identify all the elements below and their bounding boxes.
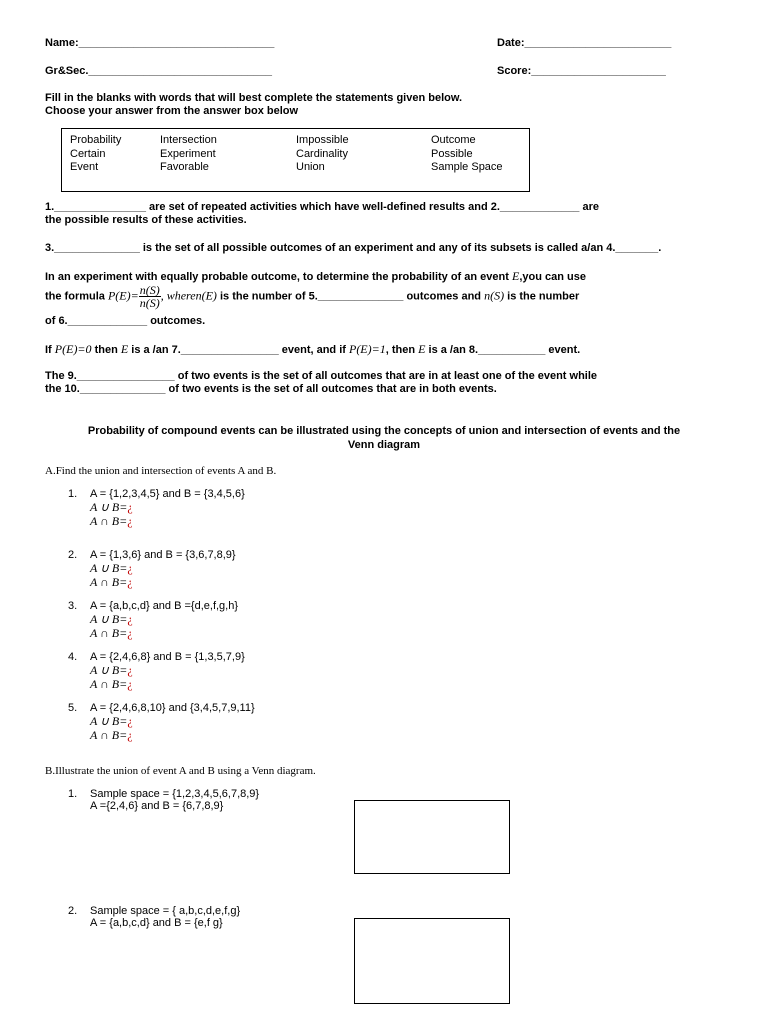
part-b-title: B.Illustrate the union of event A and B using a Venn diagram. xyxy=(45,765,316,777)
union-answer-line[interactable] xyxy=(90,714,133,729)
statement-4-line-2[interactable] xyxy=(45,284,579,309)
answer-word: Impossible xyxy=(296,134,349,146)
name-field[interactable]: Name:________________________________ xyxy=(45,37,275,49)
instruction-line-1: Fill in the blanks with words that will best complete the statements given below. xyxy=(45,92,463,104)
math-event-e: E xyxy=(511,269,520,283)
intersection-answer-line[interactable] xyxy=(90,728,133,743)
statement-6-line-1[interactable]: The 9.________________ of two events is the set of all outcomes that are in at least one of the event while xyxy=(45,370,598,382)
answer-box-column-2 xyxy=(160,134,217,175)
instruction-line-2: Choose your answer from the answer box below xyxy=(45,105,299,117)
answer-placeholder-mark: ¿ xyxy=(127,626,133,640)
answer-box-column-1 xyxy=(70,134,121,175)
statement-1-line-2: the possible results of these activities. xyxy=(45,214,247,226)
statement-3[interactable]: 3.______________ is the set of all possible outcomes of an experiment and any of its subsets is called a/an 4._______. xyxy=(45,242,662,254)
union-answer-line[interactable] xyxy=(90,561,133,576)
answer-word: Intersection xyxy=(160,134,217,146)
statement-text: is the number of 5.______________ outcomes and xyxy=(216,290,485,303)
answer-placeholder-mark: ¿ xyxy=(127,561,133,575)
part-a-item-sets: A = {1,2,3,4,5} and B = {3,4,5,6} xyxy=(90,488,245,500)
answer-word: Outcome xyxy=(431,134,476,146)
section-intro-line-2: Venn diagram xyxy=(347,439,421,451)
union-answer-line[interactable] xyxy=(90,663,133,678)
score-field[interactable]: Score:______________________ xyxy=(497,65,666,77)
part-a-title: A.Find the union and intersection of events A and B. xyxy=(45,465,277,477)
union-answer-line[interactable] xyxy=(90,500,133,515)
answer-placeholder-mark: ¿ xyxy=(127,677,133,691)
part-a-item-sets: A = {1,3,6} and B = {3,6,7,8,9} xyxy=(90,549,236,561)
answer-placeholder-mark: ¿ xyxy=(127,728,133,742)
part-b-item-sets: A = {a,b,c,d} and B = {e,f g} xyxy=(90,917,223,929)
union-expression: A ∪ B= xyxy=(90,561,128,575)
statement-text: is the number xyxy=(504,290,580,303)
part-a-item-number: 5. xyxy=(68,702,78,714)
answer-word: Event xyxy=(70,161,99,173)
section-intro-line-1: Probability of compound events can be illustrated using the concepts of union and intersection of events and the xyxy=(87,425,681,437)
grade-section-field[interactable]: Gr&Sec.______________________________ xyxy=(45,65,272,77)
answer-word: Cardinality xyxy=(296,147,348,160)
statement-6-line-2[interactable]: the 10.______________ of two events is the set of all outcomes that are in both events. xyxy=(45,383,497,395)
intersection-answer-line[interactable] xyxy=(90,575,133,590)
intersection-expression: A ∩ B= xyxy=(90,514,128,528)
part-b-item-sample-space: Sample space = { a,b,c,d,e,f,g} xyxy=(90,905,241,917)
math-p-e-zero: P(E)=0 xyxy=(54,342,92,356)
math-p-e-one: P(E)=1 xyxy=(348,342,386,356)
union-answer-line[interactable] xyxy=(90,612,133,627)
intersection-expression: A ∩ B= xyxy=(90,728,128,742)
fraction-numerator: n(S) xyxy=(139,283,160,297)
answer-word: Experiment xyxy=(160,147,216,160)
statement-text: If xyxy=(45,344,55,356)
answer-placeholder-mark: ¿ xyxy=(127,500,133,514)
answer-box xyxy=(61,128,530,192)
math-event-e: E xyxy=(418,342,426,356)
part-b-item-number: 2. xyxy=(68,905,78,917)
statement-text: is a /an 7.________________ event, and if xyxy=(128,344,349,356)
math-fraction xyxy=(139,284,161,309)
venn-diagram-answer-box[interactable] xyxy=(354,800,510,874)
union-expression: A ∪ B= xyxy=(90,714,128,728)
math-probability-p-e: P(E)= xyxy=(107,288,139,303)
answer-word: Sample Space xyxy=(431,161,503,173)
part-a-item-sets: A = {2,4,6,8} and B = {1,3,5,7,9} xyxy=(90,651,245,663)
intersection-answer-line[interactable] xyxy=(90,677,133,692)
statement-5[interactable] xyxy=(45,342,580,357)
answer-word: Possible xyxy=(431,147,473,160)
part-a-item-number: 1. xyxy=(68,488,78,500)
part-b-item-sets: A ={2,4,6} and B = {6,7,8,9} xyxy=(90,800,224,812)
answer-placeholder-mark: ¿ xyxy=(127,663,133,677)
union-expression: A ∪ B= xyxy=(90,500,128,514)
statement-text: the formula xyxy=(45,290,108,303)
answer-word: Certain xyxy=(70,147,106,160)
answer-word: Favorable xyxy=(160,161,209,173)
part-a-item-number: 4. xyxy=(68,651,78,663)
answer-placeholder-mark: ¿ xyxy=(127,612,133,626)
intersection-expression: A ∩ B= xyxy=(90,677,128,691)
answer-placeholder-mark: ¿ xyxy=(127,575,133,589)
statement-text: , then xyxy=(385,344,419,356)
union-expression: A ∪ B= xyxy=(90,612,128,626)
intersection-expression: A ∩ B= xyxy=(90,626,128,640)
statement-text: In an experiment with equally probable outcome, to determine the probability of an event xyxy=(45,271,512,283)
part-a-item-number: 2. xyxy=(68,549,78,561)
statement-text: is a /an 8.___________ event. xyxy=(425,344,581,356)
part-a-item-sets: A = {2,4,6,8,10} and {3,4,5,7,9,11} xyxy=(90,702,255,714)
venn-diagram-answer-box[interactable] xyxy=(354,918,510,1004)
answer-word: Union xyxy=(296,161,325,173)
intersection-expression: A ∩ B= xyxy=(90,575,128,589)
answer-word: Probability xyxy=(70,134,122,146)
answer-box-column-4 xyxy=(431,134,503,175)
part-b-item-sample-space: Sample space = {1,2,3,4,5,6,7,8,9} xyxy=(90,788,260,800)
statement-4-line-3[interactable]: of 6._____________ outcomes. xyxy=(45,315,206,327)
statement-text: then xyxy=(91,344,121,356)
date-field[interactable]: Date:________________________ xyxy=(497,37,672,49)
statement-4-line-1 xyxy=(45,269,586,284)
part-a-item-sets: A = {a,b,c,d} and B ={d,e,f,g,h} xyxy=(90,600,239,612)
part-a-item-number: 3. xyxy=(68,600,78,612)
union-expression: A ∪ B= xyxy=(90,663,128,677)
math-where-n-e: , wheren(E) xyxy=(160,288,217,303)
answer-box-column-3 xyxy=(296,134,349,175)
intersection-answer-line[interactable] xyxy=(90,514,133,529)
part-b-item-number: 1. xyxy=(68,788,78,800)
intersection-answer-line[interactable] xyxy=(90,626,133,641)
math-n-s: n(S) xyxy=(484,288,505,303)
answer-placeholder-mark: ¿ xyxy=(127,714,133,728)
math-event-e: E xyxy=(120,342,129,356)
fraction-denominator: n(S) xyxy=(139,296,160,310)
answer-placeholder-mark: ¿ xyxy=(127,514,133,528)
statement-text: ,you can use xyxy=(519,271,586,283)
statement-1-line-1[interactable]: 1._______________ are set of repeated activities which have well-defined results and 2._____________ are xyxy=(45,201,599,213)
